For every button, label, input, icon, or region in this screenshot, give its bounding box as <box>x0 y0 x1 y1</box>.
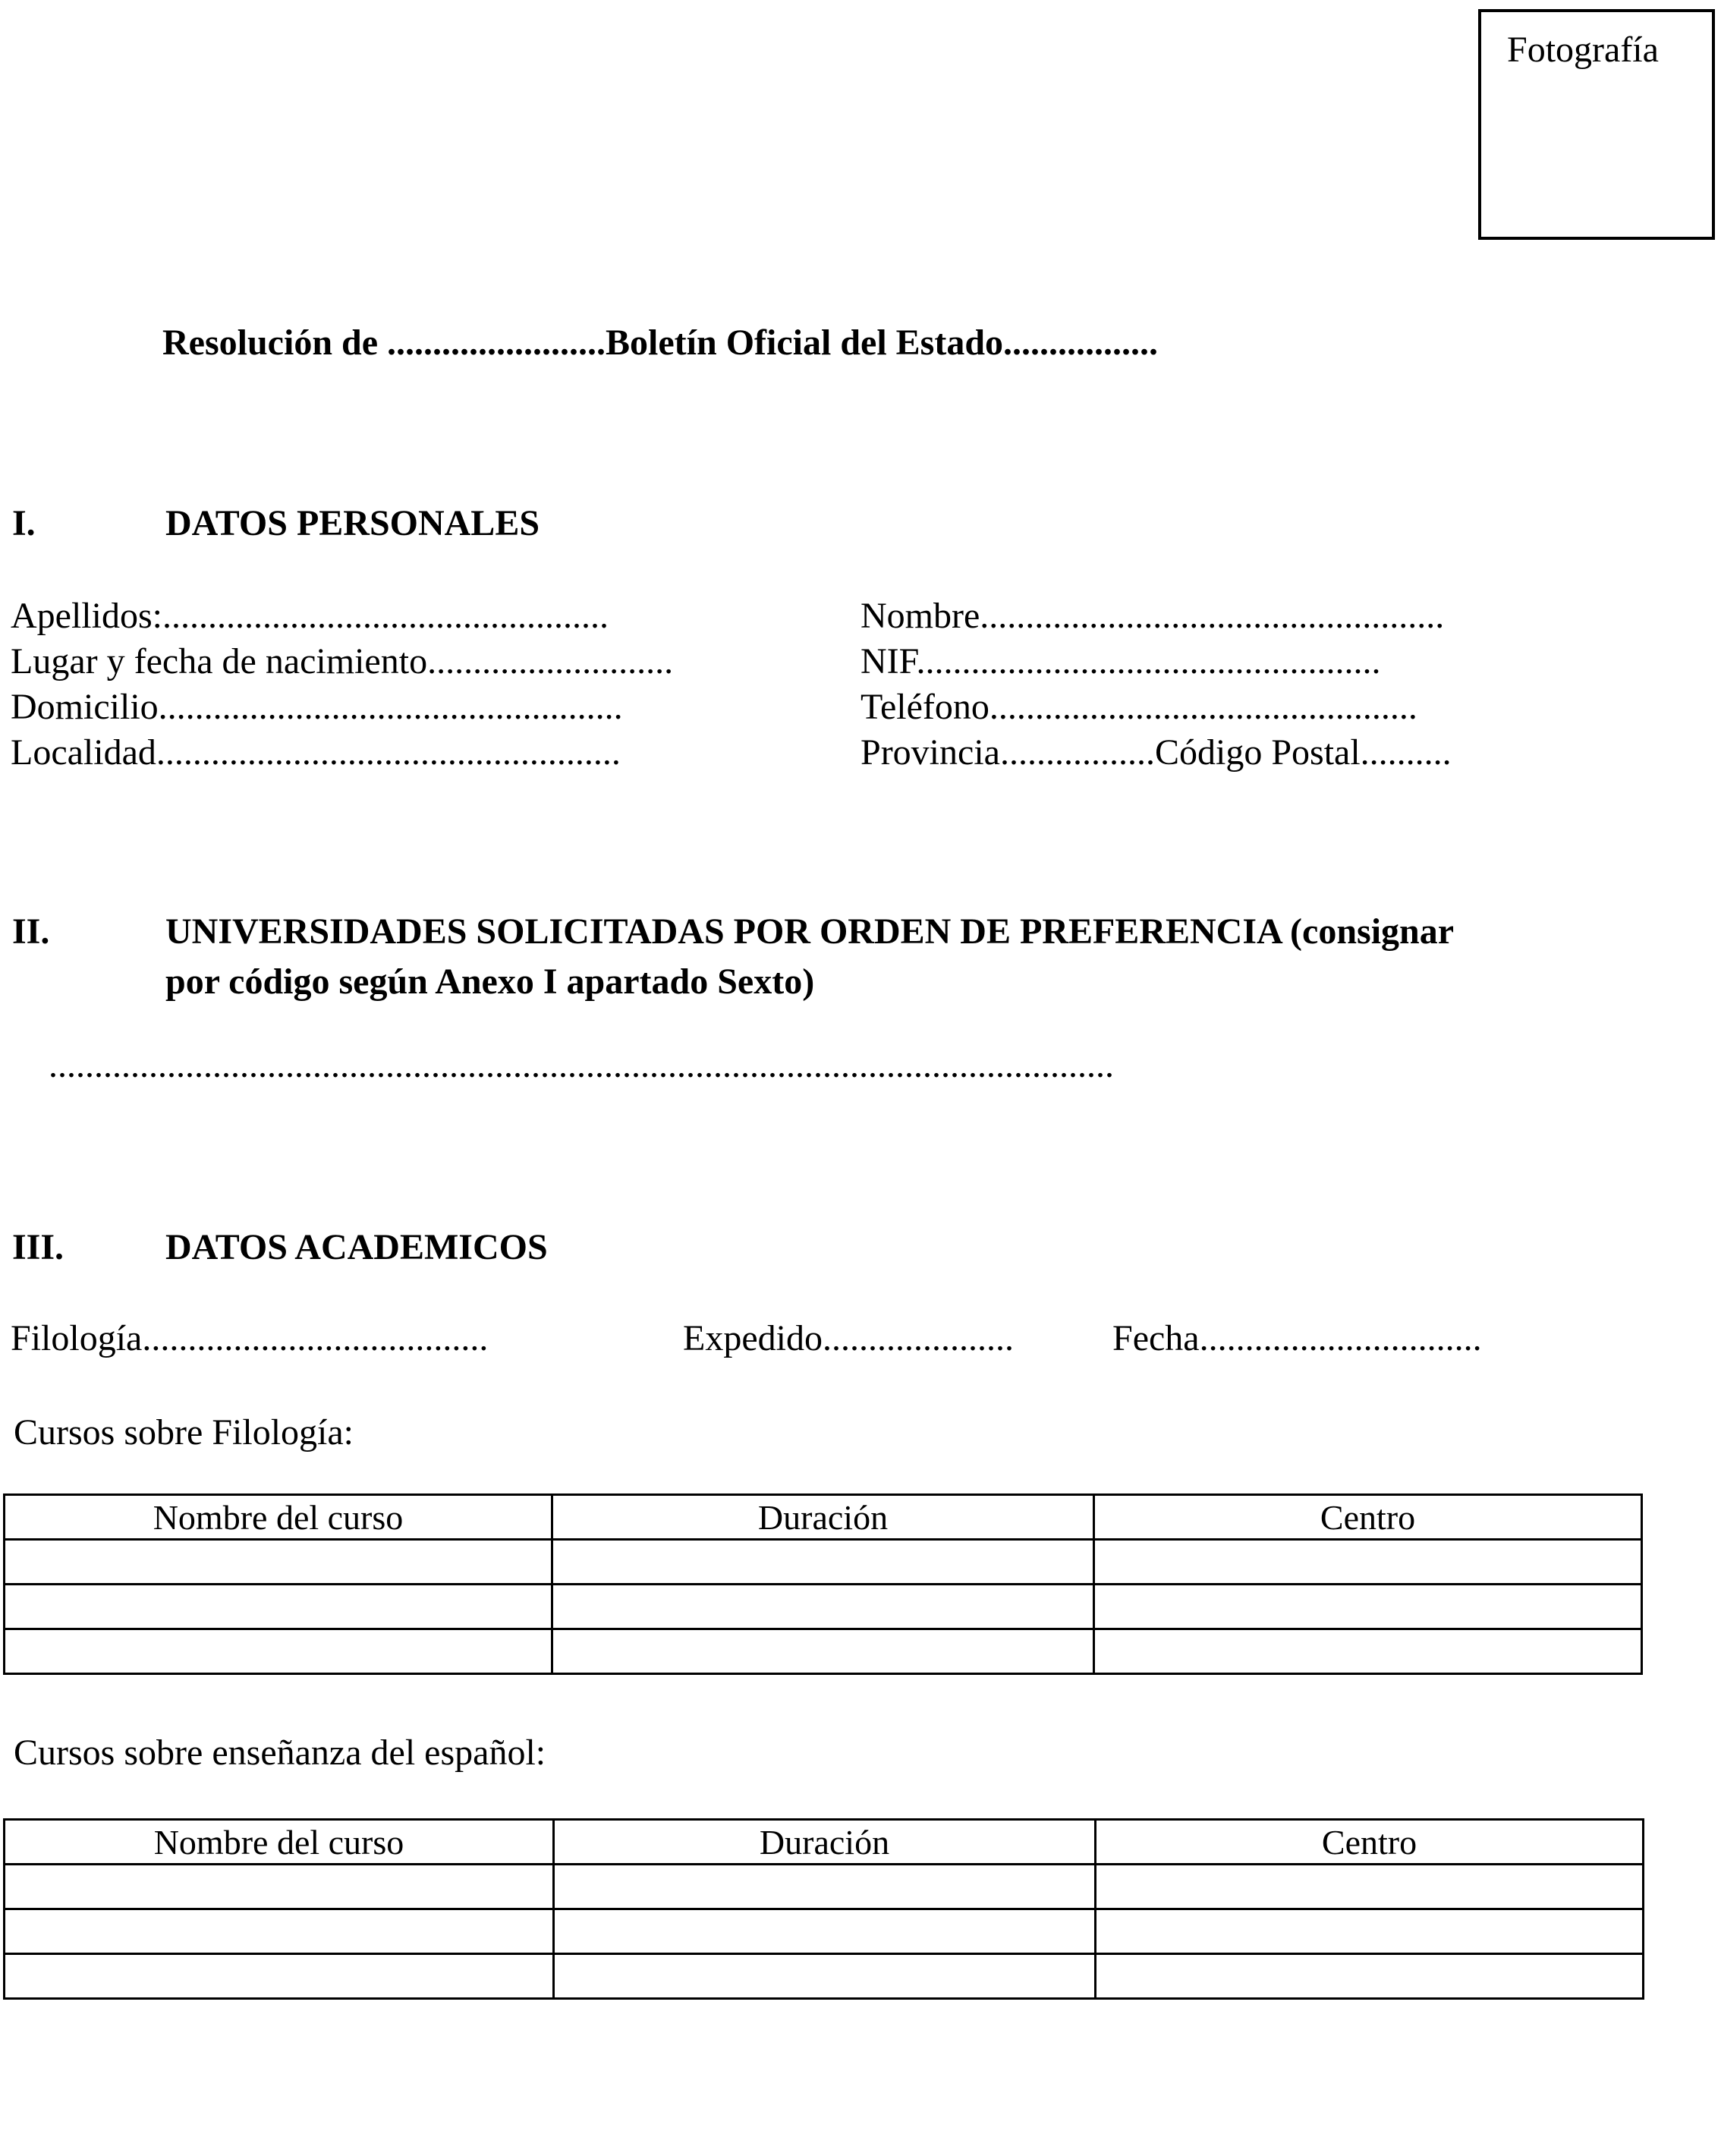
table-cell[interactable] <box>554 1909 1096 1954</box>
cursos-espanol-label: Cursos sobre enseñanza del español: <box>14 1733 546 1773</box>
table-row <box>5 1865 1644 1909</box>
table-cell[interactable] <box>552 1629 1094 1674</box>
cursos-filologia-label: Cursos sobre Filología: <box>14 1412 354 1453</box>
header-centro: Centro <box>1094 1495 1642 1540</box>
table-cell[interactable] <box>5 1540 552 1585</box>
table-cell[interactable] <box>554 1954 1096 1999</box>
table-cell[interactable] <box>554 1865 1096 1909</box>
header-duracion: Duración <box>554 1820 1096 1865</box>
cursos-filologia-table <box>3 1493 1643 1675</box>
section-2-title-line2: por código según Anexo I apartado Sexto) <box>165 962 815 1002</box>
field-row-domicilio <box>11 686 1612 730</box>
section-2-number: II. <box>12 911 50 952</box>
table-cell[interactable] <box>552 1540 1094 1585</box>
nombre-field[interactable]: Nombre................................................... <box>861 596 1445 636</box>
header-centro: Centro <box>1096 1820 1644 1865</box>
filologia-row <box>11 1317 1612 1361</box>
domicilio-field[interactable]: Domicilio................................................... <box>11 687 623 727</box>
filologia-field[interactable]: Filología...................................... <box>11 1318 489 1358</box>
table-cell[interactable] <box>1094 1540 1642 1585</box>
table-cell[interactable] <box>1096 1865 1644 1909</box>
universidades-field[interactable]: ..................................................................................................................... <box>49 1045 1114 1085</box>
table-cell[interactable] <box>552 1585 1094 1629</box>
header-duracion: Duración <box>552 1495 1094 1540</box>
nacimiento-field[interactable]: Lugar y fecha de nacimiento........................... <box>11 641 674 681</box>
localidad-field[interactable]: Localidad................................................... <box>11 732 621 773</box>
provincia-codigo-field[interactable]: Provincia.................Código Postal.......... <box>861 732 1452 773</box>
table-cell[interactable] <box>5 1629 552 1674</box>
section-1-number: I. <box>12 503 36 543</box>
section-3-number: III. <box>12 1227 64 1267</box>
table-cell[interactable] <box>1096 1909 1644 1954</box>
table-row <box>5 1954 1644 1999</box>
table-header-row <box>5 1820 1644 1865</box>
table-header-row <box>5 1495 1642 1540</box>
section-2-title-line1: UNIVERSIDADES SOLICITADAS POR ORDEN DE PREFERENCIA (consignar <box>165 911 1455 952</box>
table-cell[interactable] <box>5 1585 552 1629</box>
telefono-field[interactable]: Teléfono............................................... <box>861 687 1417 727</box>
table-cell[interactable] <box>1094 1585 1642 1629</box>
header-nombre-curso: Nombre del curso <box>5 1820 554 1865</box>
section-3-title: DATOS ACADEMICOS <box>165 1227 548 1267</box>
table-cell[interactable] <box>5 1909 554 1954</box>
photo-label: Fotografía <box>1507 30 1659 70</box>
fecha-field[interactable]: Fecha............................... <box>1112 1318 1482 1358</box>
table-cell[interactable] <box>5 1954 554 1999</box>
field-row-nacimiento <box>11 641 1612 685</box>
cursos-espanol-table <box>3 1818 1644 2000</box>
section-1-title: DATOS PERSONALES <box>165 503 540 543</box>
table-row <box>5 1629 1642 1674</box>
apellidos-field[interactable]: Apellidos:................................................. <box>11 596 609 636</box>
header-nombre-curso: Nombre del curso <box>5 1495 552 1540</box>
field-row-apellidos <box>11 595 1612 639</box>
table-cell[interactable] <box>1096 1954 1644 1999</box>
expedido-field[interactable]: Expedido..................... <box>683 1318 1014 1358</box>
table-row <box>5 1540 1642 1585</box>
nif-field[interactable]: NIF................................................... <box>861 641 1381 681</box>
table-row <box>5 1909 1644 1954</box>
table-cell[interactable] <box>1094 1629 1642 1674</box>
photo-box <box>1478 9 1715 240</box>
field-row-localidad <box>11 732 1612 776</box>
table-cell[interactable] <box>5 1865 554 1909</box>
resolution-line: Resolución de ........................Boletín Oficial del Estado................. <box>162 323 1159 363</box>
table-row <box>5 1585 1642 1629</box>
